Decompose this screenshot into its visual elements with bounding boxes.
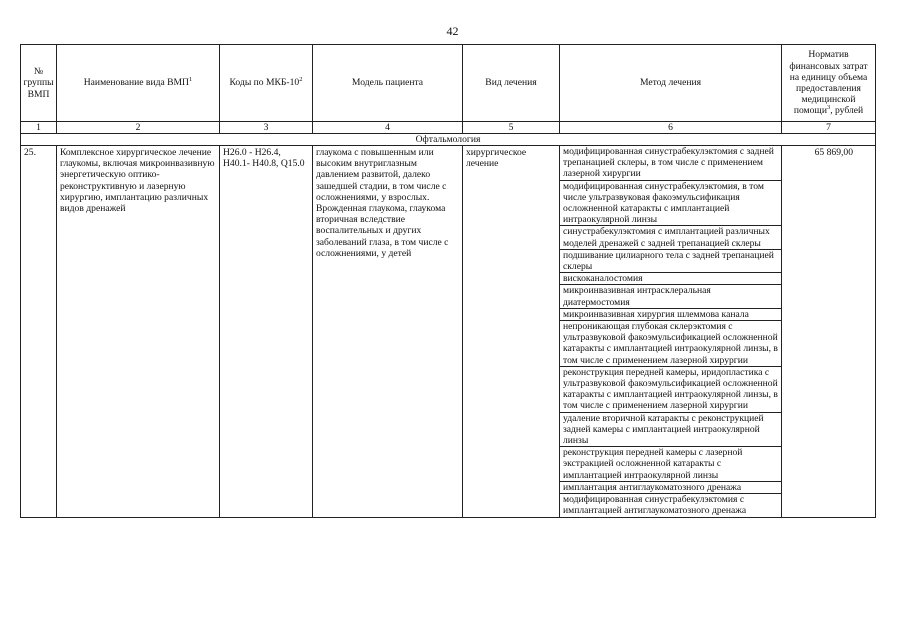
- method-item: синустрабекулэктомия с имплантацией различных моделей дренажей с задней трепанацией склеры: [560, 226, 781, 249]
- method-item: микроинвазивная интрасклеральная диатермостомия: [560, 285, 781, 308]
- method-item: модифицированная синустрабекулэктомия, в том числе ультразвуковая факоэмульсификация осложненной катаракты с имплантацией интраокулярной линзы: [560, 181, 781, 227]
- column-number: 5: [463, 122, 560, 134]
- section-title: Офтальмология: [21, 134, 876, 146]
- column-number: 7: [782, 122, 876, 134]
- treatment-methods: [560, 146, 782, 518]
- column-number: 2: [57, 122, 220, 134]
- header-treatment-type: Вид лечения: [463, 45, 560, 122]
- column-number: 6: [560, 122, 782, 134]
- method-item: реконструкция передней камеры, иридопластика с ультразвуковой факоэмульсификацией осложненной катаракты с имплантацией интраокулярной линзы, в том числе с применением лазерной хирургии: [560, 367, 781, 413]
- column-number: 4: [313, 122, 463, 134]
- method-item: подшивание цилиарного тела с задней трепанацией склеры: [560, 250, 781, 273]
- vmp-table: [20, 44, 876, 518]
- header-vmp-name: Наименование вида ВМП$^1$: [57, 45, 220, 122]
- method-item: микроинвазивная хирургия шлеммова канала: [560, 309, 781, 321]
- method-item: удаление вторичной катаракты с реконструкцией задней камеры с имплантацией интраокулярной линзы: [560, 413, 781, 448]
- header-group-number: № группы ВМП: [21, 45, 57, 122]
- treatment-type: хирургическое лечение: [463, 146, 560, 518]
- section-row: [21, 134, 876, 146]
- column-number: 1: [21, 122, 57, 134]
- method-item: вискоканалостомия: [560, 273, 781, 285]
- method-item: имплантация антиглаукоматозного дренажа: [560, 482, 781, 494]
- header-treatment-method: Метод лечения: [560, 45, 782, 122]
- method-item: модифицированная синустрабекулэктомия с имплантацией антиглаукоматозного дренажа: [563, 494, 747, 517]
- cost-value: 65 869,00: [782, 146, 876, 518]
- header-patient-model: Модель пациента: [313, 45, 463, 122]
- method-item: реконструкция передней камеры с лазерной экстракцией осложненной катаракты с имплантацией интраокулярной линзы: [560, 447, 781, 482]
- group-number: 25.: [21, 146, 57, 518]
- column-number: 3: [220, 122, 313, 134]
- patient-model: глаукома с повышенным или высоким внутриглазным давлением развитой, далеко зашедшей стадии, в том числе с осложнениями, у взрослых. Врожденная глаукома, глаукома вторичная вследствие воспалительных и других заболеваний глаза, в том числе с осложнениями, у детей: [313, 146, 463, 518]
- method-item: непроникающая глубокая склерэктомия с ультразвуковой факоэмульсификацией осложненной катаракты с имплантацией интраокулярной линзы, в том числе с применением лазерной хирургии: [560, 321, 781, 367]
- header-row: [21, 45, 876, 122]
- method-item: модифицированная синустрабекулэктомия с задней трепанацией склеры, в том числе с применением лазерной хирургии: [560, 146, 781, 181]
- vmp-name: Комплексное хирургическое лечение глаукомы, включая микроинвазивную энергетическую оптико-реконструктивную и лазерную хирургию, имплантацию различных видов дренажей: [57, 146, 220, 518]
- table-row: [21, 146, 876, 518]
- page-number: 42: [446, 24, 459, 38]
- icd-codes: H26.0 - H26.4, H40.1- H40.8, Q15.0: [220, 146, 313, 518]
- column-numbers-row: [21, 122, 876, 134]
- header-cost-norm: Норматив финансовых затрат на единицу объема предоставления медицинской помощи$^3$, рублей: [782, 45, 876, 122]
- header-icd-codes: Коды по МКБ-$10^2$: [220, 45, 313, 122]
